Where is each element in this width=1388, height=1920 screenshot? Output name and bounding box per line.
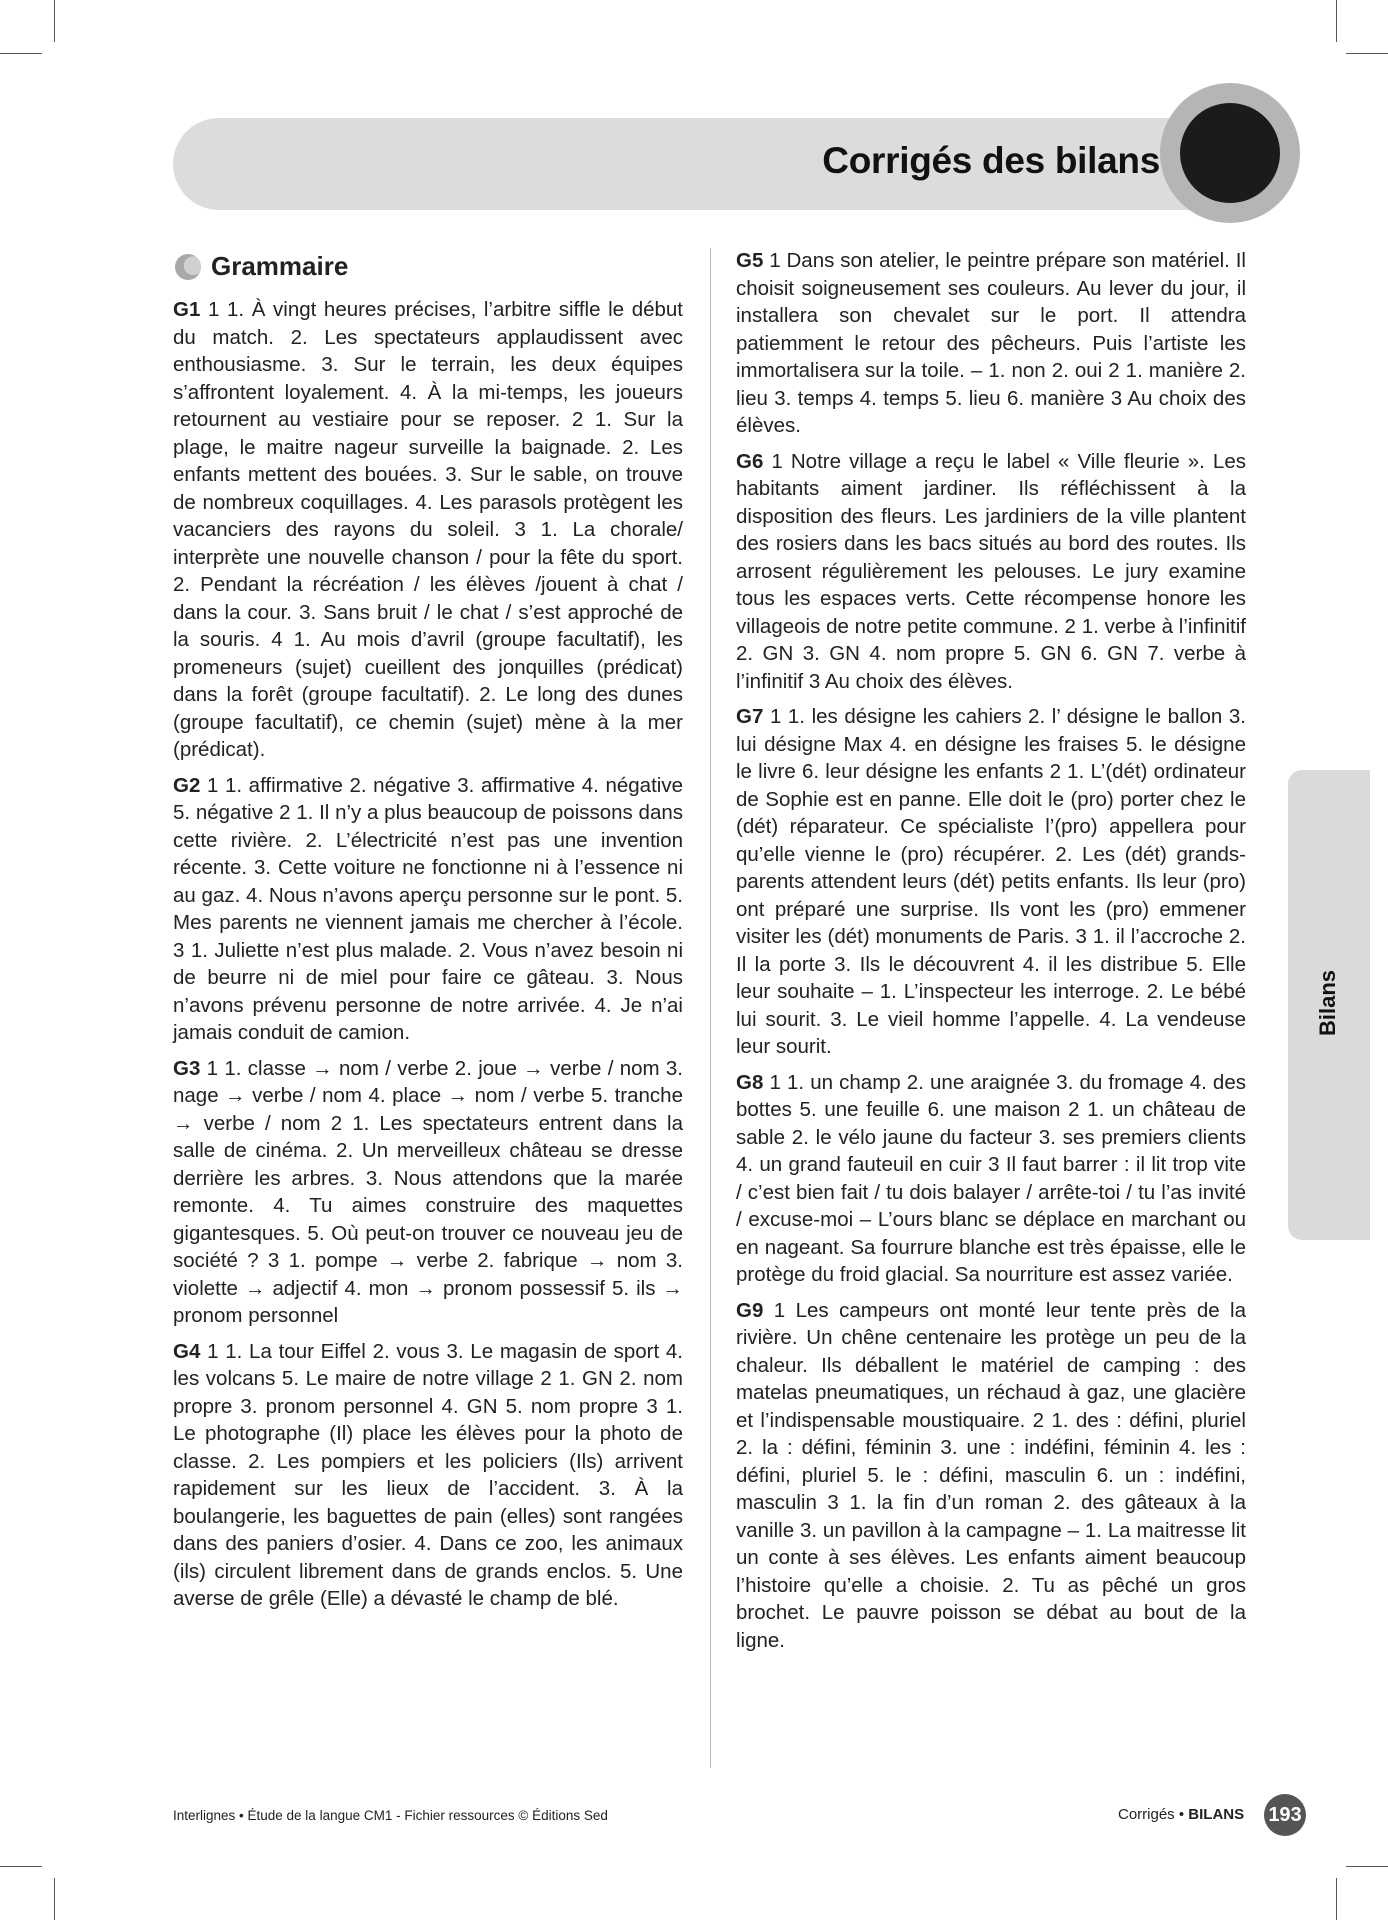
- block-text: 1 1. classe → nom / verbe 2. joue → verbe / nom 3. nage → verbe / nom 4. place → nom / verbe 5. tranche → verbe / nom 2 1. Les spectateurs entrent dans la salle de cinéma. 2. Un merveilleux château se dresse derrière les arbres. 3. Nous attendons que la marée remonte. 4. Tu aimes construire des maquettes gigantesques. 5. Où peut-on trouver ce nouveau jeu de société ? 3 1. pompe → verbe 2. fabrique → nom 3. violette → adjectif 4. mon → pronom possessif 5. ils → pronom personnel: [173, 1056, 683, 1327]
- block-text: 1 1. La tour Eiffel 2. vous 3. Le magasin de sport 4. les volcans 5. Le maire de notre village 2 1. GN 2. nom propre 3. pronom personnel 4. GN 5. nom propre 3 1. Le photographe (Il) place les élèves pour la photo de classe. 2. Les pompiers et les policiers (Ils) arrivent rapidement sur les lieux de l’accident. 3. À la boulangerie, les baguettes de pain (elles) sont rangées dans des paniers d’osier. 4. Dans ce zoo, les animaux (ils) circulent librement dans de grands enclos. 5. Une averse de grêle (Elle) a dévasté le champ de blé.: [173, 1339, 683, 1610]
- block-text: 1 Dans son atelier, le peintre prépare son matériel. Il choisit soigneusement ses couleurs. Au lever du jour, il installera son chevalet sur le port. Il attendra patiemment le retour des pêcheurs. Puis l’artiste les immortalisera sur la toile. – 1. non 2. oui 2 1. manière 2. lieu 3. temps 4. temps 5. lieu 6. manière 3 Au choix des élèves.: [736, 249, 1246, 437]
- crop-mark: [0, 53, 42, 54]
- page-number: 193: [1264, 1794, 1306, 1836]
- block-id: G2: [173, 773, 201, 797]
- crop-mark: [54, 0, 55, 42]
- answer-block-g5: [736, 247, 1246, 440]
- side-tab-label: Bilans: [1315, 969, 1340, 1036]
- crop-mark: [1336, 1878, 1337, 1920]
- answer-block-g3: [173, 1055, 683, 1330]
- right-column: [736, 247, 1246, 1662]
- answer-block-g4: [173, 1338, 683, 1613]
- answer-block-g6: [736, 448, 1246, 696]
- block-id: G1: [173, 298, 201, 321]
- page-title: Corrigés des bilans: [822, 140, 1160, 181]
- block-text: 1 1. les désigne les cahiers 2. l’ désigne le ballon 3. lui désigne Max 4. en désigne les fraises 5. le désigne le livre 6. leur désigne les enfants 2 1. L’(dét) ordinateur de Sophie est en panne. Elle doit le (pro) porter chez le (dét) réparateur. Ce spécialiste l’(pro) appellera pour qu’elle vienne le (pro) récupérer. 2. Les (dét) grands-parents attendent leurs (dét) petits enfants. Ils leur (pro) ont préparé une surprise. Ils vont les (pro) emmener visiter les (dét) monuments de Paris. 3 1. il l’accroche 2. Il la porte 3. Ils le découvrent 4. il les distribue 5. Elle leur souhaite – 1. L’inspecteur les interroge. 2. Le bébé lui sourit. 3. Le vieil homme l’appelle. 4. La vendeuse leur sourit.: [736, 705, 1246, 1058]
- footer-section-name: BILANS: [1188, 1806, 1245, 1823]
- block-id: G3: [173, 1056, 201, 1080]
- crop-mark: [1346, 53, 1388, 54]
- decorative-dot: [1180, 103, 1280, 203]
- block-id: G8: [736, 1070, 764, 1094]
- block-text: 1 1. un champ 2. une araignée 3. du fromage 4. des bottes 5. une feuille 6. une maison 2 1. un château de sable 2. le vélo jaune du facteur 3. ses premiers clients 4. un grand fauteuil en cuir 3 Il faut barrer : il lit trop vite / c’est bien fait / tu dois balayer / arrête-toi / tu l’as invité / excuse-moi – L’ours blanc se déplace en marchant ou en nageant. Sa fourrure blanche est très épaisse, elle le protège du froid glacial. Sa nourriture est assez variée.: [736, 1070, 1246, 1286]
- answer-block-g8: [736, 1069, 1246, 1289]
- block-text: 1 1. À vingt heures précises, l’arbitre siffle le début du match. 2. Les spectateurs applaudissent avec enthousiasme. 3. Sur le terrain, les deux équipes s’affrontent loyalement. 4. À la mi-temps, les joueurs retournent au vestiaire pour se reposer. 2 1. Sur la plage, le maitre nageur surveille la baignade. 2. Les enfants mettent des bouées. 3. Sur le sable, on trouve de nombreux coquillages. 4. Les parasols protègent les vacanciers des rayons du soleil. 3 1. La chorale/ interprète une nouvelle chanson / pour la fête du sport. 2. Pendant la récréation / les élèves /jouent à chat / dans la cour. 3. Sans bruit / le chat / s’est approché de la souris. 4 1. Au mois d’avril (groupe facultatif), les promeneurs (sujet) cueillent des jonquilles (prédicat) dans la forêt (groupe facultatif). 2. Le long des dunes (groupe facultatif), ce chemin (sujet) mène à la mer (prédicat).: [173, 298, 683, 761]
- block-id: G9: [736, 1298, 764, 1322]
- left-column: [173, 248, 683, 1621]
- footer-section-prefix: Corrigés •: [1118, 1806, 1189, 1823]
- block-id: G5: [736, 249, 764, 272]
- section-heading: [173, 248, 683, 284]
- crop-mark: [54, 1878, 55, 1920]
- crop-mark: [0, 1866, 42, 1867]
- block-text: 1 Les campeurs ont monté leur tente près de la rivière. Un chêne centenaire les protège un peu de la chaleur. Ils déballent le matériel de camping : des matelas pneumatiques, un réchaud à gaz, une glacière et l’indispensable moustiquaire. 2 1. des : défini, pluriel 2. la : défini, féminin 3. une : indéfini, féminin 4. les : défini, pluriel 5. le : défini, masculin 6. un : indéfini, masculin 3 1. la fin d’un roman 2. des gâteaux à la vanille 3. un pavillon à la campagne – 1. La maitresse lit un conte à ses élèves. Les enfants aiment beaucoup l’histoire qu’elle a choisie. 2. Tu as pêché un gros brochet. Le pauvre poisson se débat au bout de la ligne.: [736, 1298, 1247, 1652]
- section-title: Grammaire: [211, 251, 349, 281]
- answer-block-g7: [736, 703, 1246, 1061]
- block-text: 1 Notre village a reçu le label « Ville fleurie ». Les habitants aiment jardiner. Ils réfléchissent à la disposition des fleurs. Les jardiniers de la ville plantent des rosiers dans les bacs situés au bord des routes. Ils arrosent régulièrement les pelouses. Le jury examine tous les espaces verts. Cette récompense honore les villageois de notre petite commune. 2 1. verbe à l’infinitif 2. GN 3. GN 4. nom propre 5. GN 6. GN 7. verbe à l’infinitif 3 Au choix des élèves.: [736, 449, 1246, 693]
- block-id: G7: [736, 705, 764, 728]
- footer-credit: Interlignes • Étude de la langue CM1 - Fichier ressources © Éditions Sed: [173, 1808, 608, 1823]
- answer-block-g1: [173, 296, 683, 764]
- crop-mark: [1346, 1866, 1388, 1867]
- section-bullet-icon: [175, 254, 201, 280]
- block-id: G4: [173, 1339, 201, 1363]
- footer-section: [1118, 1806, 1244, 1823]
- column-divider: [710, 248, 711, 1768]
- block-id: G6: [736, 449, 764, 473]
- crop-mark: [1336, 0, 1337, 42]
- block-text: 1 1. affirmative 2. négative 3. affirmative 4. négative 5. négative 2 1. Il n’y a plus beaucoup de poissons dans cette rivière. 2. L’électricité n’est pas une invention récente. 3. Cette voiture ne fonctionne ni à l’essence ni au gaz. 4. Nous n’avons aperçu personne sur le pont. 5. Mes parents ne viennent jamais me chercher à l’école. 3 1. Juliette n’est plus malade. 2. Vous n’avez besoin ni de beurre ni de miel pour faire ce gâteau. 3. Nous n’avons prévenu personne de notre arrivée. 4. Je n’ai jamais conduit de camion.: [173, 773, 683, 1044]
- answer-block-g2: [173, 772, 683, 1047]
- answer-block-g9: [736, 1297, 1246, 1655]
